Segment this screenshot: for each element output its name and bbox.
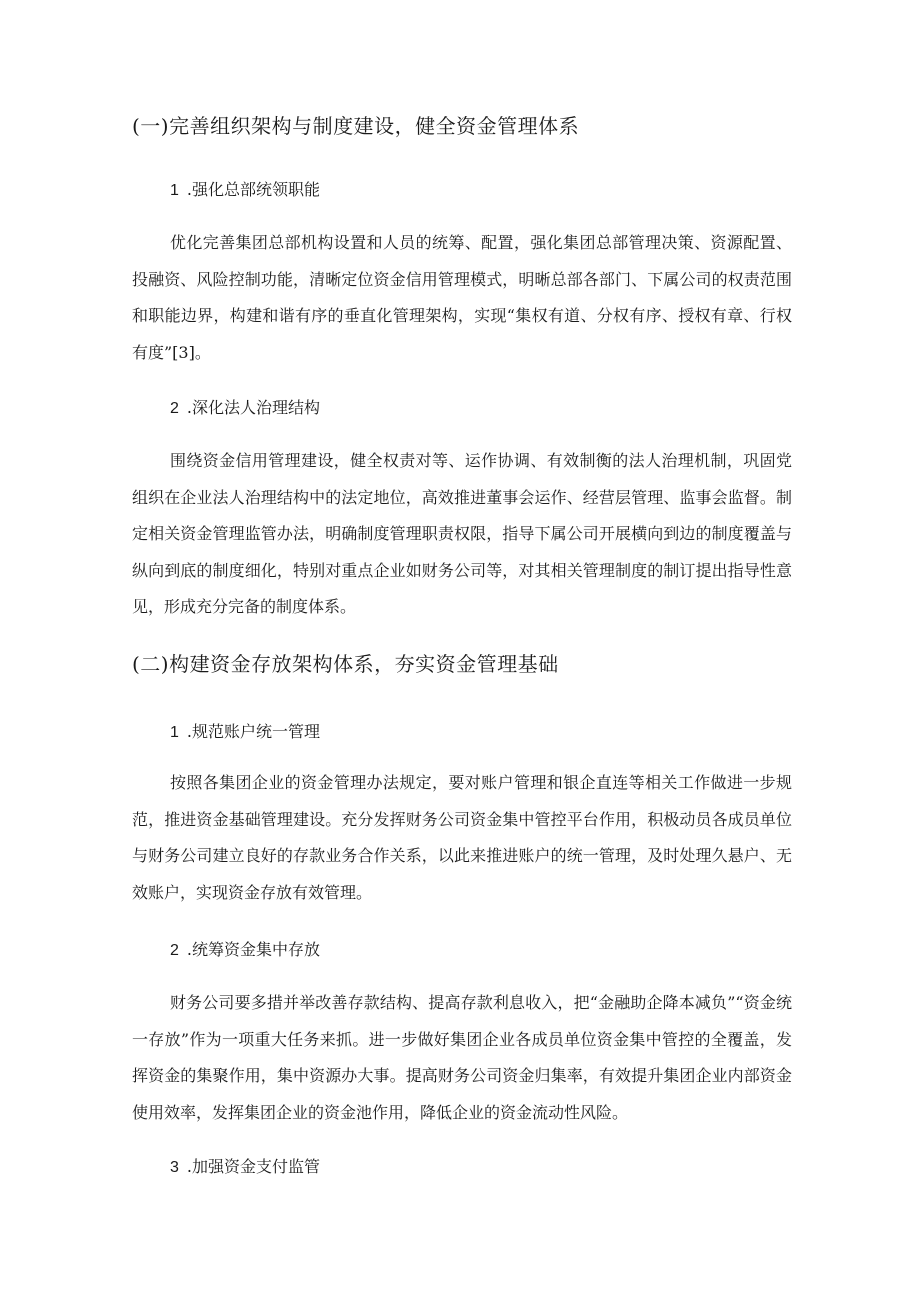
item-heading-1-2 xyxy=(170,396,810,421)
paragraph-2-2: 财务公司要多措并举改善存款结构、提高存款利息收入，把“金融助企降本减负”“资金统一存放”作为一项重大任务来抓。进一步做好集团企业各成员单位资金集中管控的全覆盖，发挥资金的集聚作用，集中资源办大事。提高财务公司资金归集率，有效提升集团企业内部资金使用效率，发挥集团企业的资金池作用，降低企业的资金流动性风险。 xyxy=(132,993,792,1122)
item-title: .加强资金支付监管 xyxy=(186,1157,320,1176)
paragraph-1-2: 围绕资金信用管理建设，健全权责对等、运作协调、有效制衡的法人治理机制，巩固党组织在企业法人治理结构中的法定地位，高效推进董事会运作、经营层管理、监事会监督。制定相关资金管理监管办法，明确制度管理职责权限，指导下属公司开展横向到边的制度覆盖与纵向到底的制度细化，特别对重点企业如财务公司等，对其相关管理制度的制订提出指导性意见，形成充分完备的制度体系。 xyxy=(132,451,792,616)
item-number: 2 xyxy=(170,400,179,417)
item-title: .统筹资金集中存放 xyxy=(186,940,320,959)
item-heading-2-2 xyxy=(170,938,810,963)
item-number: 2 xyxy=(170,942,179,959)
item-number: 1 xyxy=(170,724,179,741)
section-heading-2: (二)构建资金存放架构体系，夯实资金管理基础 xyxy=(132,652,559,676)
item-heading-1-1 xyxy=(170,178,810,203)
item-heading-2-3 xyxy=(170,1155,810,1180)
paragraph-1-1: 优化完善集团总部机构设置和人员的统筹、配置，强化集团总部管理决策、资源配置、投融资、风险控制功能，清晰定位资金信用管理模式，明晰总部各部门、下属公司的权责范围和职能边界，构建和谐有序的垂直化管理架构，实现“集权有道、分权有序、授权有章、行权有度”[3]。 xyxy=(132,233,792,362)
item-number: 3 xyxy=(170,1159,179,1176)
item-heading-2-1 xyxy=(170,720,810,745)
paragraph-2-1: 按照各集团企业的资金管理办法规定，要对账户管理和银企直连等相关工作做进一步规范，推进资金基础管理建设。充分发挥财务公司资金集中管控平台作用，积极动员各成员单位与财务公司建立良好的存款业务合作关系，以此来推进账户的统一管理，及时处理久悬户、无效账户，实现资金存放有效管理。 xyxy=(132,773,792,902)
item-number: 1 xyxy=(170,182,179,199)
item-title: .深化法人治理结构 xyxy=(186,398,320,417)
item-title: .强化总部统领职能 xyxy=(186,180,320,199)
item-title: .规范账户统一管理 xyxy=(186,722,320,741)
section-heading-1: (一)完善组织架构与制度建设，健全资金管理体系 xyxy=(132,114,580,138)
